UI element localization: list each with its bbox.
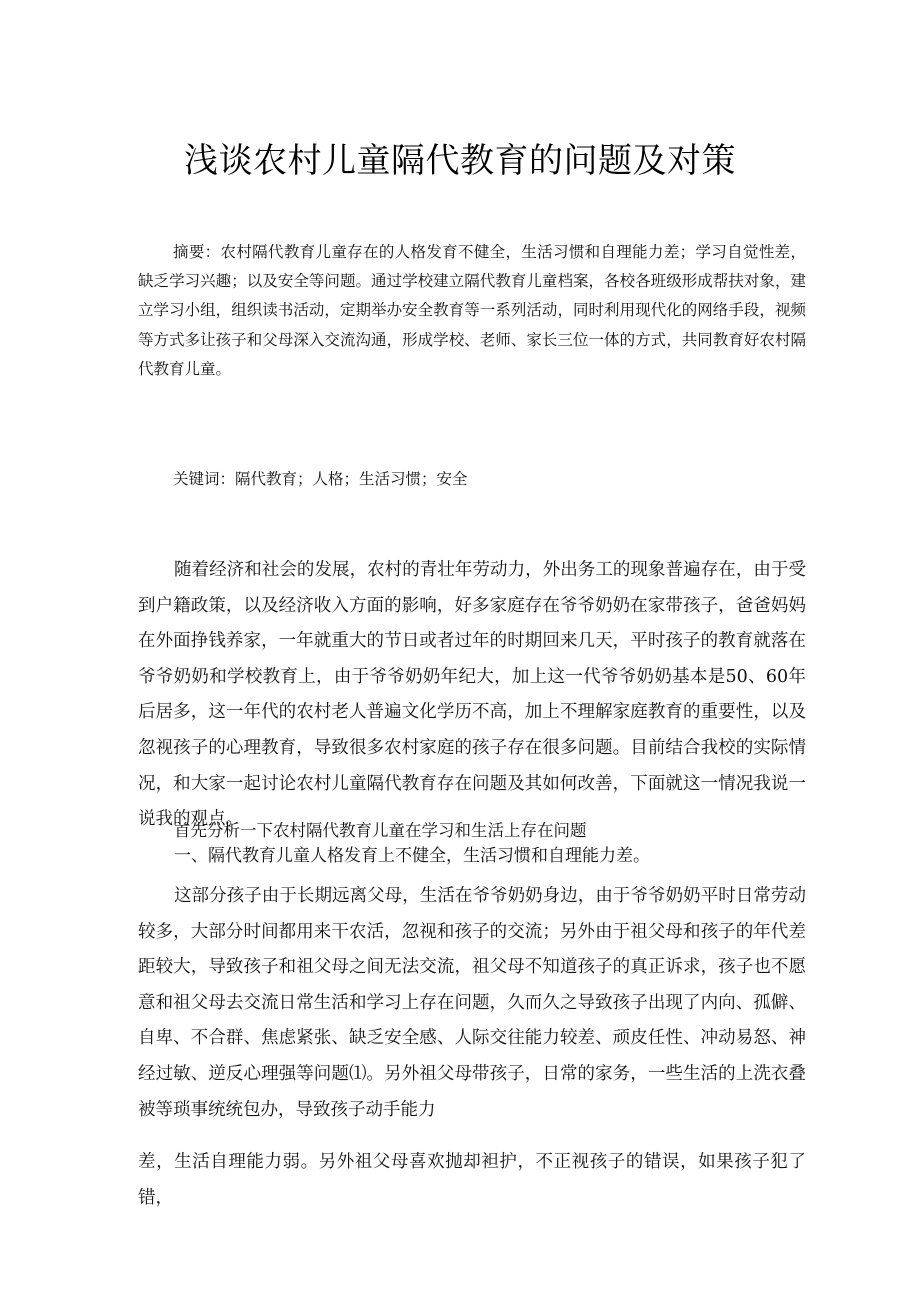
document-title: 浅谈农村儿童隔代教育的问题及对策 [184,141,736,181]
keywords-line: 关键词：隔代教育；人格；生活习惯；安全 [173,470,468,488]
abstract-paragraph: 摘要：农村隔代教育儿童存在的人格发育不健全，生活习惯和自理能力差；学习自觉性差，缺乏学习兴趣；以及安全等问题。通过学校建立隔代教育儿童档案，各校各班级形成帮扶对象，建立学习小组，组织读书活动，定期举办安全教育等一系列活动，同时利用现代化的网络手段，视频等方式多让孩子和父母深入交流沟通，形成学校、老师、家长三位一体的方式，共同教育好农村隔代教育儿童。 [138,243,806,378]
continuation-line: 差，生活自理能力弱。另外祖父母喜欢抛却袒护，不正视孩子的错误，如果孩子犯了错， [138,1152,806,1208]
intro-paragraph: 随着经济和社会的发展，农村的青壮年劳动力，外出务工的现象普遍存在，由于受到户籍政策，以及经济收入方面的影响，好多家庭存在爷爷奶奶在家带孩子，爸爸妈妈在外面挣钱养家，一年就重大的节日或者过年的时期回来几天，平时孩子的教育就落在爷爷奶奶和学校教育上，由于爷爷奶奶年纪大，加上这一代爷爷奶奶基本是50、60年后居多，这一年代的农村老人普遍文化学历不高，加上不理解家庭教育的重要性，以及忽视孩子的心理教育，导致很多农村家庭的孩子存在很多问题。目前结合我校的实际情况，和大家一起讨论农村儿童隔代教育存在问题及其如何改善，下面就这一情况我说一说我的观点。 [138,560,806,830]
section-1-paragraph: 这部分孩子由于长期远离父母，生活在爷爷奶奶身边，由于爷爷奶奶平时日常劳动较多，大部分时间都用来干农活，忽视和孩子的交流；另外由于祖父母和孩子的年代差距较大，导致孩子和祖父母之间无法交流，祖父母不知道孩子的真正诉求，孩子也不愿意和祖父母去交流日常生活和学习上存在问题，久而久之导致孩子出现了内向、孤僻、自卑、不合群、焦虑紧张、缺乏安全感、人际交往能力较差、顽皮任性、冲动易怒、神经过敏、逆反心理强等问题⑴。另外祖父母带孩子，日常的家务，一些生活的上洗衣叠被等琐事统统包办，导致孩子动手能力 [138,886,806,1120]
section-intro-line: 首先分析一下农村隔代教育儿童在学习和生活上存在问题 [174,821,587,840]
section-heading-1: 一、隔代教育儿童人格发育上不健全，生活习惯和自理能力差。 [174,846,650,866]
